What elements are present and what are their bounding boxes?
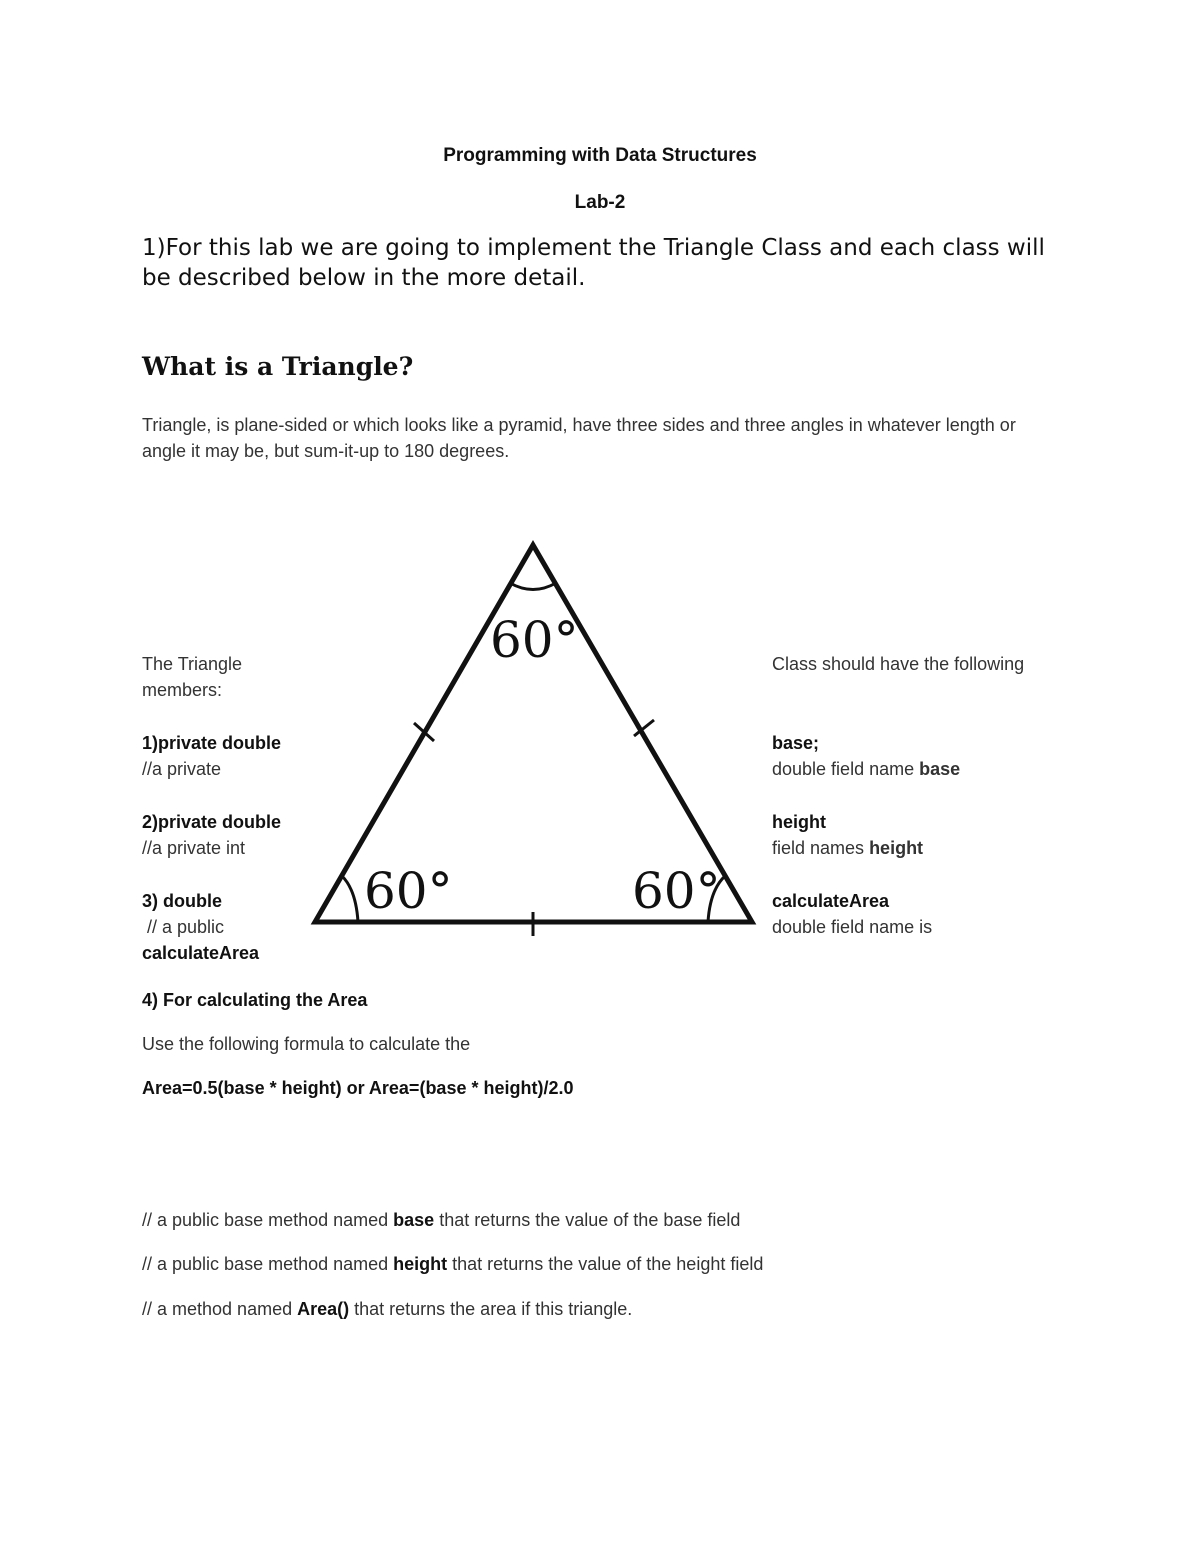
left-intro — [142, 651, 342, 703]
method-line — [142, 1207, 1042, 1233]
left-member-3 — [142, 888, 342, 966]
right-member-1-name: base; — [772, 733, 820, 753]
method-line-name: base — [393, 1210, 435, 1230]
right-member-3 — [772, 888, 1072, 940]
right-member-1 — [772, 730, 1072, 782]
method-line-suffix: that returns the area if this triangle. — [349, 1299, 633, 1319]
right-member-2 — [772, 809, 1072, 861]
area-instruction: Use the following formula to calculate the — [142, 1034, 471, 1054]
section-heading: What is a Triangle? — [142, 352, 414, 381]
right-member-2-name: height — [772, 812, 826, 832]
right-member-2-desc-bold: height — [869, 838, 924, 858]
left-member-3-name: calculateArea — [142, 943, 260, 963]
intro-text: 1)For this lab we are going to implement the Triangle Class and each class will be described below in the more detail. — [142, 235, 1045, 291]
angle-label-right: 60° — [632, 862, 721, 920]
method-line — [142, 1296, 1042, 1322]
lab-label: Lab-2 — [574, 192, 626, 213]
right-member-2-desc — [772, 835, 1072, 861]
left-member-1 — [142, 730, 342, 782]
triangle-figure — [300, 530, 770, 940]
method-line — [142, 1251, 1042, 1277]
area-formula: Area=0.5(base * height) or Area=(base * height)/2.0 — [142, 1078, 574, 1098]
left-intro-line1: The Triangle — [142, 654, 243, 674]
method-line-prefix: // a public base method named — [142, 1254, 394, 1274]
method-line-prefix: // a method named — [142, 1299, 298, 1319]
section-paragraph: Triangle, is plane-sided or which looks like a pyramid, have three sides and three angles in whatever length or angle it may be, but sum-it-up to 180 degrees. — [142, 415, 1016, 461]
left-member-2-comment: //a private int — [142, 838, 246, 858]
left-member-3-comment: // a public — [142, 917, 225, 937]
method-line-name: Area() — [297, 1299, 350, 1319]
angle-label-left: 60° — [364, 862, 453, 920]
right-member-1-desc — [772, 756, 1072, 782]
method-line-prefix: // a public base method named — [142, 1210, 394, 1230]
page-title: Programming with Data Structures — [443, 145, 757, 166]
area-heading: 4) For calculating the Area — [142, 990, 368, 1010]
angle-arc-top — [510, 583, 556, 590]
right-member-2-desc-prefix: field names — [772, 838, 870, 858]
left-member-1-title: 1)private double — [142, 733, 282, 753]
angle-arc-left — [342, 876, 358, 922]
angle-label-top: 60° — [490, 611, 579, 669]
left-member-1-comment: //a private — [142, 759, 222, 779]
right-member-3-name: calculateArea — [772, 891, 890, 911]
right-member-1-desc-bold: base — [919, 759, 961, 779]
method-line-suffix: that returns the value of the base field — [434, 1210, 741, 1230]
method-line-name: height — [393, 1254, 448, 1274]
left-intro-line2: members: — [142, 680, 223, 700]
left-member-2-title: 2)private double — [142, 812, 282, 832]
right-member-1-desc-prefix: double field name — [772, 759, 920, 779]
right-intro: Class should have the following — [772, 654, 1025, 674]
left-member-2 — [142, 809, 342, 861]
method-line-suffix: that returns the value of the height field — [447, 1254, 764, 1274]
left-member-3-title: 3) double — [142, 891, 222, 911]
right-member-3-desc: double field name is — [772, 917, 933, 937]
